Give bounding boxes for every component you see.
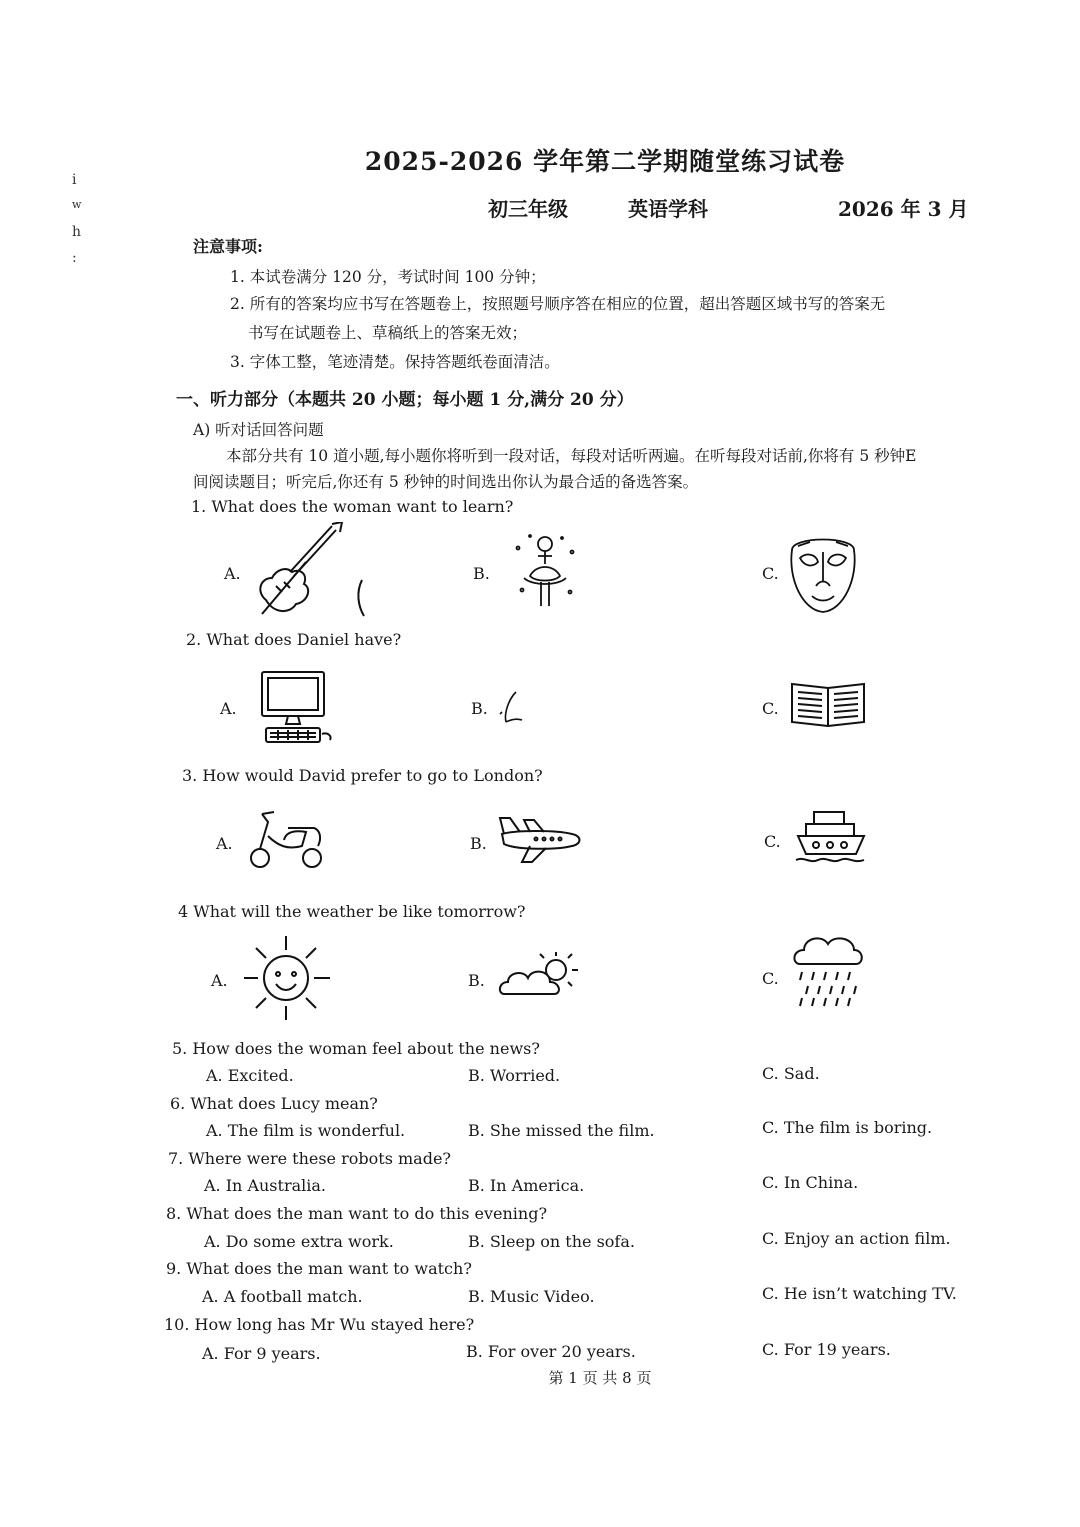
notice-item: 书写在试题卷上、草稿纸上的答案无效； bbox=[248, 324, 528, 342]
option-a[interactable]: A. The film is wonderful. bbox=[206, 1121, 406, 1140]
option-label[interactable]: C. bbox=[764, 832, 781, 851]
question-5: 5. How does the woman feel about the news? bbox=[172, 1039, 540, 1058]
rain-cloud-icon bbox=[792, 932, 866, 1010]
margin-mark: : bbox=[72, 250, 77, 266]
option-label[interactable]: B. bbox=[471, 699, 488, 718]
option-label[interactable]: A. bbox=[220, 699, 237, 718]
subject-label: 英语学科 bbox=[628, 197, 708, 221]
option-b[interactable]: B. Sleep on the sofa. bbox=[468, 1232, 635, 1251]
option-c[interactable]: C. The film is boring. bbox=[762, 1118, 933, 1137]
option-b[interactable]: B. For over 20 years. bbox=[466, 1342, 636, 1361]
option-b[interactable]: B. Music Video. bbox=[468, 1287, 595, 1306]
option-label[interactable]: B. bbox=[470, 834, 487, 853]
option-b[interactable]: B. Worried. bbox=[468, 1066, 561, 1085]
option-b[interactable]: B. She missed the film. bbox=[468, 1121, 655, 1140]
computer-icon bbox=[252, 668, 338, 748]
part-a-intro: 间阅读题目；听完后,你还有 5 秒钟的时间选出你认为最合适的备选答案。 bbox=[193, 473, 699, 491]
option-c[interactable]: C. Enjoy an action film. bbox=[762, 1229, 951, 1248]
exam-title: 2025-2026 学年第二学期随堂练习试卷 bbox=[364, 147, 846, 176]
section-heading: 一、听力部分（本题共 20 小题；每小题 1 分,满分 20 分） bbox=[176, 390, 634, 410]
option-label[interactable]: B. bbox=[468, 971, 485, 990]
question-9: 9. What does the man want to watch? bbox=[166, 1259, 472, 1278]
notice-item: 2. 所有的答案均应书写在答题卷上，按照题号顺序答在相应的位置，超出答题区域书写的答案无 bbox=[230, 295, 886, 313]
grade-label: 初三年级 bbox=[488, 197, 568, 221]
exam-date: 2026 年 3 月 bbox=[838, 197, 969, 221]
option-a[interactable]: A. Do some extra work. bbox=[204, 1232, 394, 1251]
scooter-icon bbox=[244, 806, 328, 872]
option-c[interactable]: C. Sad. bbox=[762, 1064, 820, 1083]
option-label[interactable]: A. bbox=[216, 834, 233, 853]
margin-mark: w bbox=[72, 198, 82, 211]
question-8: 8. What does the man want to do this evening? bbox=[166, 1204, 548, 1223]
option-label[interactable]: A. bbox=[211, 971, 228, 990]
partly-cloudy-icon bbox=[496, 950, 580, 1002]
opera-mask-icon bbox=[784, 530, 862, 616]
option-label[interactable]: A. bbox=[224, 564, 241, 583]
question-1: 1. What does the woman want to learn? bbox=[191, 497, 514, 516]
option-a[interactable]: A. Excited. bbox=[206, 1066, 294, 1085]
option-label[interactable]: C. bbox=[762, 564, 779, 583]
book-icon bbox=[788, 680, 868, 728]
part-a-heading: A) 听对话回答问题 bbox=[193, 421, 324, 439]
question-6: 6. What does Lucy mean? bbox=[170, 1094, 378, 1113]
violin-icon bbox=[246, 522, 376, 622]
question-3: 3. How would David prefer to go to London? bbox=[182, 766, 543, 785]
option-a[interactable]: A. For 9 years. bbox=[202, 1344, 321, 1363]
ballerina-icon bbox=[510, 530, 580, 614]
option-c[interactable]: C. In China. bbox=[762, 1173, 859, 1192]
margin-mark: i bbox=[72, 172, 77, 188]
notice-item: 1. 本试卷满分 120 分，考试时间 100 分钟； bbox=[230, 268, 546, 286]
pen-scribble-icon bbox=[498, 690, 528, 726]
airplane-icon bbox=[496, 812, 584, 864]
part-a-intro: 本部分共有 10 道小题,每小题你将听到一段对话，每段对话听两遍。在听每段对话前,你将有 5 秒钟E bbox=[226, 447, 917, 465]
option-label[interactable]: C. bbox=[762, 699, 779, 718]
option-c[interactable]: C. For 19 years. bbox=[762, 1340, 891, 1359]
option-b[interactable]: B. In America. bbox=[468, 1176, 585, 1195]
option-label[interactable]: C. bbox=[762, 969, 779, 988]
option-a[interactable]: A. A football match. bbox=[202, 1287, 363, 1306]
question-7: 7. Where were these robots made? bbox=[168, 1149, 451, 1168]
question-4: 4 What will the weather be like tomorrow? bbox=[178, 902, 526, 921]
notice-item: 3. 字体工整，笔迹清楚。保持答题纸卷面清洁。 bbox=[230, 353, 560, 371]
margin-mark: h bbox=[72, 224, 82, 240]
option-c[interactable]: C. He isn’t watching TV. bbox=[762, 1284, 957, 1303]
page-number: 第 1 页 共 8 页 bbox=[548, 1369, 652, 1387]
question-2: 2. What does Daniel have? bbox=[186, 630, 402, 649]
option-a[interactable]: A. In Australia. bbox=[204, 1176, 326, 1195]
option-label[interactable]: B. bbox=[473, 564, 490, 583]
ship-icon bbox=[794, 808, 868, 866]
notice-heading: 注意事项: bbox=[193, 237, 263, 256]
sun-icon bbox=[236, 934, 336, 1022]
question-10: 10. How long has Mr Wu stayed here? bbox=[164, 1315, 475, 1334]
